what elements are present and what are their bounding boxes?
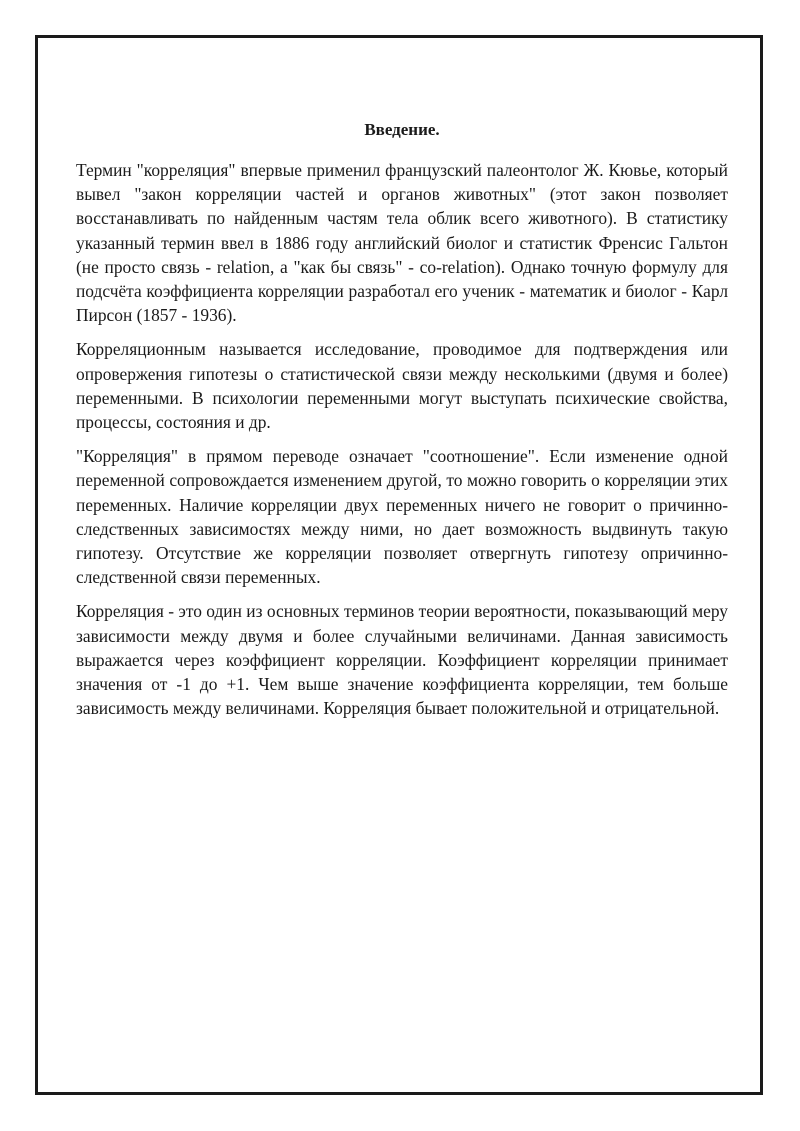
paragraph-1: Термин "корреляция" впервые применил французский палеонтолог Ж. Кювье, который вывел "закон корреляции частей и органов животных" (этот закон позволяет восстанавливать по найденным частям тела облик всего животного). В статистику указанный термин ввел в 1886 году английский биолог и статистик Френсис Гальтон (не просто связь - relation, а "как бы связь" - co-relation). Однако точную формулу для подсчёта коэффициента корреляции разработал его ученик - математик и биолог - Карл Пирсон (1857 - 1936). — [76, 160, 728, 326]
paragraph-3: "Корреляция" в прямом переводе означает "соотношение". Если изменение одной переменной сопровождается изменением другой, то можно говорить о корреляции этих переменных. Наличие корреляции двух переменных ничего не говорит о причинно-следственных зависимостях между ними, но дает возможность выдвинуть такую гипотезу. Отсутствие же корреляции позволяет отвергнуть гипотезу опричинно-следственной связи переменных. — [76, 446, 728, 588]
document-body — [76, 118, 728, 730]
page-frame — [35, 35, 763, 1095]
document-title: Введение. — [364, 120, 440, 139]
paragraph-2: Корреляционным называется исследование, проводимое для подтверждения или опровержения гипотезы о статистической связи между несколькими (двумя и более) переменными. В психологии переменными могут выступать психические свойства, процессы, состояния и др. — [76, 339, 728, 433]
paragraph-4: Корреляция - это один из основных терминов теории вероятности, показывающий меру зависимости между двумя и более случайными величинами. Данная зависимость выражается через коэффициент корреляции. Коэффициент корреляции принимает значения от -1 до +1. Чем выше значение коэффициента корреляции, тем больше зависимость между величинами. Корреляция бывает положительной и отрицательной. — [76, 601, 728, 719]
